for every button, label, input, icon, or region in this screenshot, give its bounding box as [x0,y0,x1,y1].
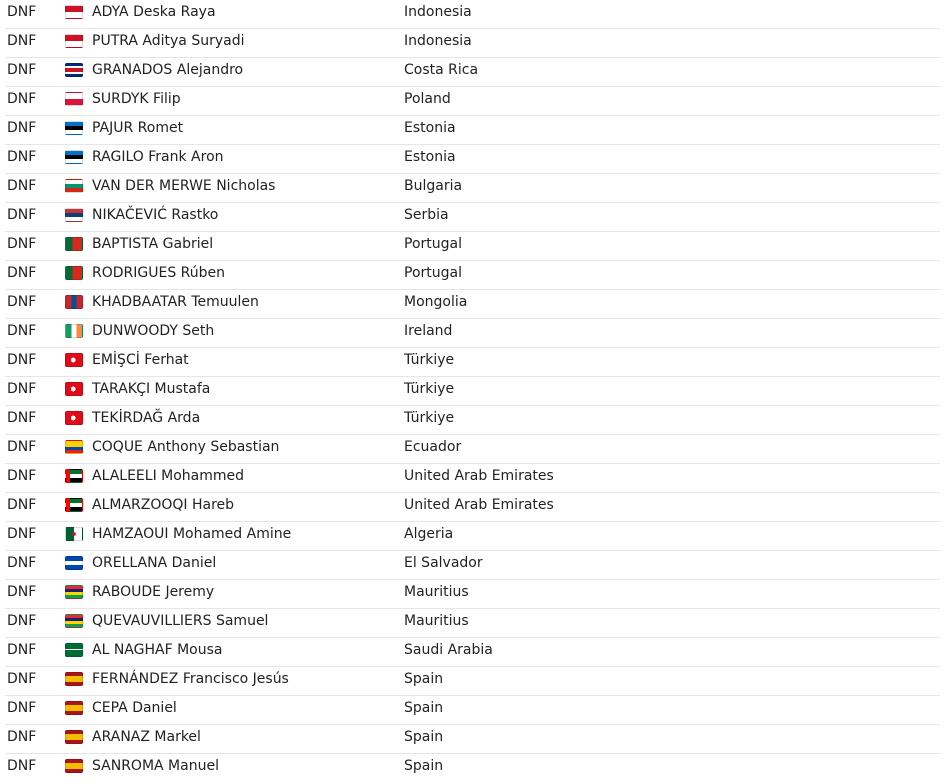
flag-turkiye-icon [65,382,83,396]
status-cell: DNF [7,236,37,252]
status-cell: DNF [7,294,37,310]
flag-mauritius-icon [65,585,83,599]
flag-estonia-icon [65,150,83,164]
flag-poland-icon [65,92,83,106]
status-cell: DNF [7,729,37,745]
country-cell: Indonesia [404,33,472,49]
table-row [5,551,940,580]
rider-name-link[interactable]: GRANADOS Alejandro [92,62,244,78]
flag-turkiye-icon [65,411,83,425]
table-row [5,435,940,464]
rider-name-link[interactable]: KHADBAATAR Temuulen [92,294,259,310]
status-cell: DNF [7,120,37,136]
flag-spain-icon [65,759,83,773]
table-row [5,638,940,667]
country-cell: Bulgaria [404,178,463,194]
table-row [5,319,940,348]
rider-name-link[interactable]: RAGILO Frank Aron [92,149,224,165]
rider-name-link[interactable]: RABOUDE Jeremy [92,584,215,600]
flag-mauritius-icon [65,614,83,628]
rider-name-link[interactable]: NIKAČEVIĆ Rastko [92,207,219,223]
rider-name-link[interactable]: FERNÁNDEZ Francisco Jesús [92,671,289,687]
table-row [5,377,940,406]
rider-name-link[interactable]: RODRIGUES Rúben [92,265,226,281]
country-cell: Poland [404,91,451,107]
status-cell: DNF [7,468,37,484]
table-row [5,696,940,725]
status-cell: DNF [7,323,37,339]
status-cell: DNF [7,410,37,426]
status-cell: DNF [7,352,37,368]
country-cell: Serbia [404,207,449,223]
country-cell: Mauritius [404,613,469,629]
country-cell: Türkiye [404,352,455,368]
table-row [5,348,940,377]
country-cell: Portugal [404,265,462,281]
flag-portugal-icon [65,237,83,251]
rider-name-link[interactable]: EMİŞCİ Ferhat [92,352,189,368]
status-cell: DNF [7,497,37,513]
rider-name-link[interactable]: PAJUR Romet [92,120,184,136]
country-cell: Costa Rica [404,62,479,78]
rider-name-link[interactable]: SANROMA Manuel [92,758,219,774]
country-cell: Spain [404,671,444,687]
country-cell: Mongolia [404,294,468,310]
rider-name-link[interactable]: ALMARZOOQI Hareb [92,497,235,513]
table-row [5,29,940,58]
country-cell: El Salvador [404,555,483,571]
status-cell: DNF [7,671,37,687]
flag-algeria-icon [65,527,83,541]
status-cell: DNF [7,381,37,397]
country-cell: Spain [404,729,444,745]
table-row [5,667,940,696]
status-cell: DNF [7,439,37,455]
rider-name-link[interactable]: QUEVAUVILLIERS Samuel [92,613,269,629]
flag-uae-icon [65,498,83,512]
status-cell: DNF [7,584,37,600]
country-cell: United Arab Emirates [404,468,554,484]
status-cell: DNF [7,642,37,658]
rider-name-link[interactable]: AL NAGHAF Mousa [92,642,223,658]
status-cell: DNF [7,178,37,194]
table-row [5,261,940,290]
rider-name-link[interactable]: SURDYK Filip [92,91,181,107]
status-cell: DNF [7,4,37,20]
table-row [5,58,940,87]
flag-spain-icon [65,701,83,715]
table-row [5,87,940,116]
country-cell: Estonia [404,149,456,165]
table-row [5,580,940,609]
rider-name-link[interactable]: HAMZAOUI Mohamed Amine [92,526,292,542]
flag-costa-rica-icon [65,63,83,77]
rider-name-link[interactable]: COQUE Anthony Sebastian [92,439,280,455]
flag-el-salvador-icon [65,556,83,570]
rider-name-link[interactable]: DUNWOODY Seth [92,323,215,339]
flag-uae-icon [65,469,83,483]
flag-spain-icon [65,730,83,744]
table-row [5,203,940,232]
table-row [5,0,940,29]
rider-name-link[interactable]: BAPTISTA Gabriel [92,236,214,252]
country-cell: Saudi Arabia [404,642,493,658]
country-cell: Türkiye [404,381,455,397]
flag-saudi-arabia-icon [65,643,83,657]
rider-name-link[interactable]: CEPA Daniel [92,700,177,716]
rider-name-link[interactable]: VAN DER MERWE Nicholas [92,178,276,194]
flag-spain-icon [65,672,83,686]
table-row [5,609,940,638]
table-row [5,754,940,783]
table-row [5,174,940,203]
status-cell: DNF [7,149,37,165]
country-cell: Algeria [404,526,454,542]
rider-name-link[interactable]: TARAKÇI Mustafa [92,381,211,397]
flag-ecuador-icon [65,440,83,454]
table-row [5,464,940,493]
status-cell: DNF [7,33,37,49]
table-row [5,116,940,145]
status-cell: DNF [7,207,37,223]
rider-name-link[interactable]: ARANAZ Markel [92,729,201,745]
table-row [5,522,940,551]
country-cell: Türkiye [404,410,455,426]
table-row [5,290,940,319]
status-cell: DNF [7,555,37,571]
country-cell: Ireland [404,323,453,339]
country-cell: Estonia [404,120,456,136]
country-cell: Ecuador [404,439,462,455]
status-cell: DNF [7,613,37,629]
country-cell: Mauritius [404,584,469,600]
status-cell: DNF [7,91,37,107]
rider-name-link[interactable]: TEKİRDAĞ Arda [92,410,201,426]
status-cell: DNF [7,62,37,78]
rider-name-link[interactable]: PUTRA Aditya Suryadi [92,33,245,49]
flag-mongolia-icon [65,295,83,309]
flag-portugal-icon [65,266,83,280]
flag-turkiye-icon [65,353,83,367]
flag-ireland-icon [65,324,83,338]
rider-name-link[interactable]: ALALEELI Mohammed [92,468,245,484]
country-cell: Spain [404,700,444,716]
table-row [5,406,940,435]
country-cell: Portugal [404,236,462,252]
country-cell: Spain [404,758,444,774]
table-row [5,725,940,754]
rider-name-link[interactable]: ORELLANA Daniel [92,555,217,571]
rider-name-link[interactable]: ADYA Deska Raya [92,4,216,20]
flag-serbia-icon [65,208,83,222]
table-row [5,145,940,174]
flag-estonia-icon [65,121,83,135]
flag-indonesia-icon [65,34,83,48]
flag-indonesia-icon [65,5,83,19]
country-cell: Indonesia [404,4,472,20]
table-row [5,493,940,522]
status-cell: DNF [7,526,37,542]
status-cell: DNF [7,758,37,774]
flag-bulgaria-icon [65,179,83,193]
status-cell: DNF [7,265,37,281]
status-cell: DNF [7,700,37,716]
country-cell: United Arab Emirates [404,497,554,513]
table-row [5,232,940,261]
